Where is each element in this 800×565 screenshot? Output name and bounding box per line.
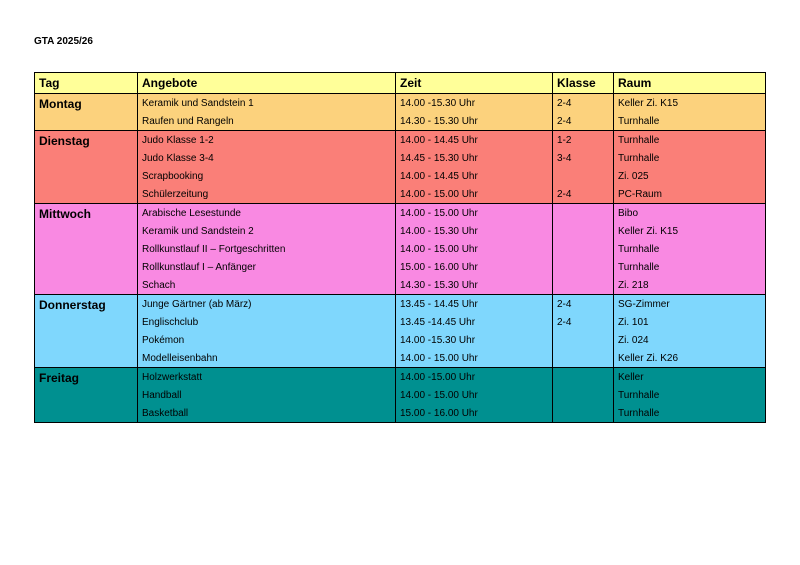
zeit-cell: 14.00 - 14.45 Uhr — [396, 167, 553, 185]
zeit-cell: 13.45 - 14.45 Uhr — [396, 295, 553, 314]
raum-cell: Turnhalle — [614, 149, 766, 167]
raum-cell: Turnhalle — [614, 386, 766, 404]
raum-cell: Zi. 025 — [614, 167, 766, 185]
angebot-cell: Judo Klasse 1-2 — [138, 131, 396, 150]
header-zeit: Zeit — [396, 73, 553, 94]
zeit-cell: 14.00 - 15.00 Uhr — [396, 349, 553, 368]
raum-cell: PC-Raum — [614, 185, 766, 204]
klasse-cell — [553, 331, 614, 349]
zeit-cell: 15.00 - 16.00 Uhr — [396, 258, 553, 276]
klasse-cell — [553, 167, 614, 185]
klasse-cell: 2-4 — [553, 295, 614, 314]
klasse-cell — [553, 240, 614, 258]
table-row — [35, 404, 766, 423]
angebot-cell: Raufen und Rangeln — [138, 112, 396, 131]
angebot-cell: Rollkunstlauf II – Fortgeschritten — [138, 240, 396, 258]
zeit-cell: 14.30 - 15.30 Uhr — [396, 276, 553, 295]
schedule-table — [34, 72, 766, 423]
day-cell: Mittwoch — [35, 204, 138, 295]
raum-cell: Turnhalle — [614, 131, 766, 150]
klasse-cell: 1-2 — [553, 131, 614, 150]
angebot-cell: Rollkunstlauf I – Anfänger — [138, 258, 396, 276]
schedule-body — [35, 94, 766, 423]
header-klasse: Klasse — [553, 73, 614, 94]
zeit-cell: 14.00 -15.00 Uhr — [396, 368, 553, 387]
angebot-cell: Modelleisenbahn — [138, 349, 396, 368]
zeit-cell: 14.00 - 14.45 Uhr — [396, 131, 553, 150]
zeit-cell: 14.00 - 15.00 Uhr — [396, 204, 553, 223]
klasse-cell: 2-4 — [553, 185, 614, 204]
zeit-cell: 14.00 - 15.00 Uhr — [396, 240, 553, 258]
table-row — [35, 313, 766, 331]
klasse-cell — [553, 349, 614, 368]
klasse-cell — [553, 258, 614, 276]
table-row — [35, 149, 766, 167]
raum-cell: Turnhalle — [614, 404, 766, 423]
document-title: GTA 2025/26 — [34, 36, 93, 47]
raum-cell: Bibo — [614, 204, 766, 223]
table-row — [35, 276, 766, 295]
angebot-cell: Handball — [138, 386, 396, 404]
klasse-cell: 2-4 — [553, 94, 614, 113]
raum-cell: Zi. 218 — [614, 276, 766, 295]
raum-cell: Keller Zi. K15 — [614, 94, 766, 113]
klasse-cell — [553, 222, 614, 240]
raum-cell: Turnhalle — [614, 112, 766, 131]
zeit-cell: 15.00 - 16.00 Uhr — [396, 404, 553, 423]
angebot-cell: Junge Gärtner (ab März) — [138, 295, 396, 314]
table-row — [35, 240, 766, 258]
raum-cell: Turnhalle — [614, 258, 766, 276]
raum-cell: Keller Zi. K15 — [614, 222, 766, 240]
table-row — [35, 167, 766, 185]
table-row — [35, 258, 766, 276]
angebot-cell: Judo Klasse 3-4 — [138, 149, 396, 167]
angebot-cell: Keramik und Sandstein 1 — [138, 94, 396, 113]
table-row — [35, 368, 766, 387]
zeit-cell: 13.45 -14.45 Uhr — [396, 313, 553, 331]
zeit-cell: 14.00 - 15.00 Uhr — [396, 386, 553, 404]
raum-cell: Turnhalle — [614, 240, 766, 258]
table-row — [35, 222, 766, 240]
raum-cell: SG-Zimmer — [614, 295, 766, 314]
klasse-cell — [553, 386, 614, 404]
raum-cell: Keller Zi. K26 — [614, 349, 766, 368]
angebot-cell: Holzwerkstatt — [138, 368, 396, 387]
klasse-cell — [553, 276, 614, 295]
klasse-cell — [553, 368, 614, 387]
angebot-cell: Pokémon — [138, 331, 396, 349]
table-row — [35, 112, 766, 131]
header-row — [35, 73, 766, 94]
day-cell: Dienstag — [35, 131, 138, 204]
header-tag: Tag — [35, 73, 138, 94]
klasse-cell: 2-4 — [553, 112, 614, 131]
zeit-cell: 14.45 - 15.30 Uhr — [396, 149, 553, 167]
day-cell: Montag — [35, 94, 138, 131]
raum-cell: Zi. 024 — [614, 331, 766, 349]
table-row — [35, 386, 766, 404]
table-row — [35, 204, 766, 223]
table-row — [35, 94, 766, 113]
angebot-cell: Schach — [138, 276, 396, 295]
zeit-cell: 14.30 - 15.30 Uhr — [396, 112, 553, 131]
zeit-cell: 14.00 - 15.00 Uhr — [396, 185, 553, 204]
table-row — [35, 331, 766, 349]
day-cell: Freitag — [35, 368, 138, 423]
zeit-cell: 14.00 - 15.30 Uhr — [396, 222, 553, 240]
table-row — [35, 349, 766, 368]
day-cell: Donnerstag — [35, 295, 138, 368]
angebot-cell: Schülerzeitung — [138, 185, 396, 204]
table-row — [35, 185, 766, 204]
zeit-cell: 14.00 -15.30 Uhr — [396, 94, 553, 113]
table-row — [35, 131, 766, 150]
angebot-cell: Basketball — [138, 404, 396, 423]
angebot-cell: Arabische Lesestunde — [138, 204, 396, 223]
klasse-cell — [553, 404, 614, 423]
header-angebote: Angebote — [138, 73, 396, 94]
header-raum: Raum — [614, 73, 766, 94]
raum-cell: Keller — [614, 368, 766, 387]
klasse-cell — [553, 204, 614, 223]
klasse-cell: 3-4 — [553, 149, 614, 167]
angebot-cell: Scrapbooking — [138, 167, 396, 185]
angebot-cell: Englischclub — [138, 313, 396, 331]
angebot-cell: Keramik und Sandstein 2 — [138, 222, 396, 240]
klasse-cell: 2-4 — [553, 313, 614, 331]
raum-cell: Zi. 101 — [614, 313, 766, 331]
table-row — [35, 295, 766, 314]
zeit-cell: 14.00 -15.30 Uhr — [396, 331, 553, 349]
